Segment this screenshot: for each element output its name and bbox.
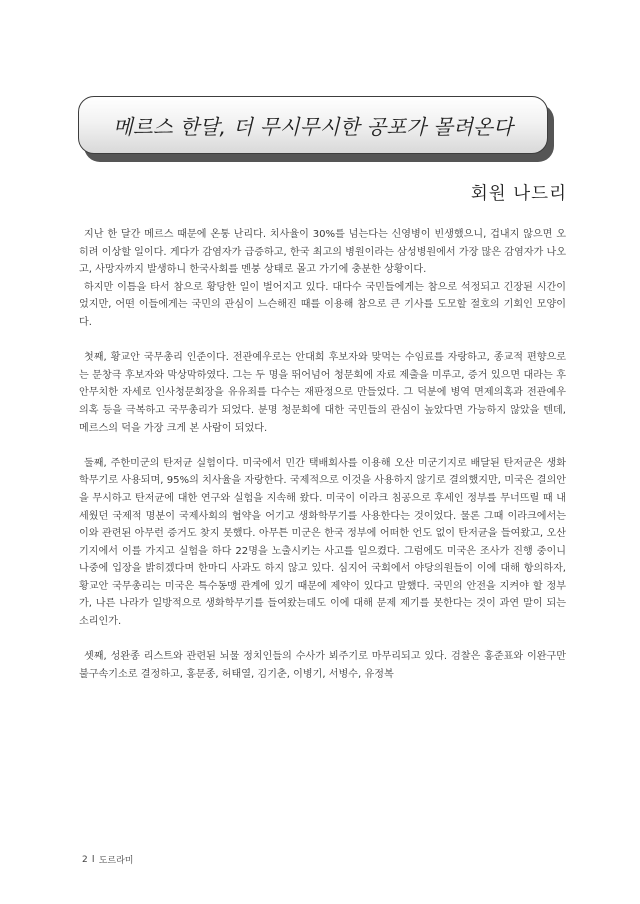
page-number: 2 — [82, 854, 88, 865]
article-title: 메르스 한달, 더 무시무시한 공포가 몰려온다 — [112, 115, 514, 139]
paragraph: 첫째, 황교안 국무총리 인준이다. 전관예우로는 안대희 후보자와 맞먹는 수임료를 자랑하고, 종교적 편향으로는 문창극 후보자와 막상막하였다. 그는 두 명을 뛰어넘어 청문회에 자료 제출을 미루고, 증거 있으면 대라는 후안무치한 자세로 인사청문회장을 유유죄를 다수는 재판정으로 만들었다. 그 덕분에 병역 면제의혹과 전관예우 의혹 등을 극복하고 국무총리가 되었다. 분명 청문회에 대한 국민들의 관심이 높았다면 가능하지 않았을 텐데, 메르스의 덕을 가장 크게 본 사람이 되었다. — [79, 352, 566, 434]
paragraph: 하지만 이틈을 타서 참으로 황당한 일이 벌어지고 있다. 대다수 국민들에게는 참으로 석정되고 긴장된 시간이었지만, 어떤 이들에게는 국민의 관심이 느슨해진 때를 이용해 참으로 큰 기사를 도모할 절호의 기회인 모양이다. — [79, 281, 566, 328]
paragraph: 둘째, 주한미군의 탄저균 실험이다. 미국에서 민간 택배회사를 이용해 오산 미군기지로 배달된 탄저균은 생화학무기로 사용되며, 95%의 치사율을 자랑한다. 국제적으로 이것을 사용하지 않기로 결의했지만, 미국은 결의안을 무시하고 탄저균에 대한 연구와 실험을 지속해 왔다. 미국이 이라크 침공으로 후세인 정부를 무너뜨릴 때 내세웠던 국제적 명분이 국제사회의 협약을 어기고 생화학무기를 사용한다는 것이었다. 물론 그때 이라크에서는 이와 관련된 아무런 증거도 찾지 못했다. 아무튼 미군은 한국 정부에 어떠한 언도 없이 탄저균을 들여왔고, 오산 기지에서 이를 가지고 실험을 하다 22명을 노출시키는 사고를 일으켰다. 그럼에도 미국은 조사가 진행 중이니 나중에 입장을 밝히겠다며 한마디 사과도 하지 않고 있다. 심지어 국회에서 야당의원들이 이에 대해 항의하자, 황교안 국무총리는 미국은 특수동맹 관계에 있기 때문에 제약이 있다고 말했다. 국민의 안전을 지켜야 할 정부가, 나른 나라가 일방적으로 생화학무기를 들여왔는데도 이에 대해 문제 제기를 못한다는 것이 과연 말이 되는 소리인가. — [79, 457, 566, 628]
publication-name: 도르라미 — [98, 856, 134, 866]
page-footer — [82, 853, 133, 866]
article-body — [79, 226, 566, 683]
paragraph: 셋째, 성완종 리스트와 관련된 뇌물 정치인들의 수사가 뵈주기로 마무리되고 있다. 검찰은 홍준표와 이완구만 불구속기소로 결정하고, 홍문종, 허태열, 김기춘, 이병기, 서병수, 유정복 — [79, 651, 566, 680]
footer-separator: I — [91, 854, 95, 865]
paragraph: 지난 한 달간 메르스 때문에 온통 난리다. 치사율이 30%를 넘는다는 신영병이 빈생했으니, 겁내지 않으면 오히려 이상할 일이다. 게다가 감염자가 급증하고, 한국 최고의 병원이라는 삼성병원에서 가장 많은 감염자가 나오고, 사망자까지 발생하니 한국사회를 멘붕 상태로 몰고 가기에 충분한 상황이다. — [79, 229, 566, 276]
author-byline: 회원 나드리 — [470, 184, 567, 204]
title-banner — [78, 96, 548, 154]
